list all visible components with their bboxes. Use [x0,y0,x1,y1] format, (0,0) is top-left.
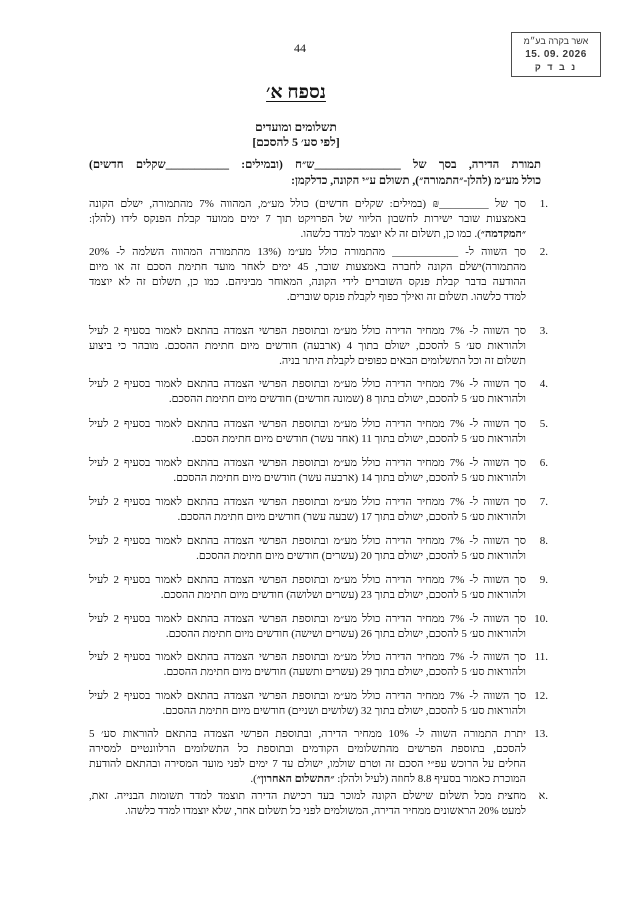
text-line: ולהוראות סע׳ 5 להסכם, ישולם בתוך 29 (עשרים ותשעה) חודשים מיום חתימת ההסכם. [163,666,526,678]
item-text [89,534,526,564]
item-number: 1. [539,198,548,210]
text-line: תמורת הדירה, בסך של _______________ש״ח (ובמילים: ___________שקלים חדשים) [89,159,541,171]
text-line: ולהוראות סע׳ 5 להסכם, ישולם בתוך 4 (ארבעה) חודשים מיום חתימת ההסכם. מובהר כי ביצוע [89,340,526,352]
text-line: להסכם, בתוספת הפרשים מהתשלומים הקודמים ובתוספת כל התשלומים הרלוונטיים למסירה [89,743,526,755]
item-number: 12. [534,690,548,702]
text-segment: ). כמו כן, תשלום זה לא יוצמד למדד כלשהו. [300,228,481,240]
text-segment: ). [250,773,257,785]
payment-item [89,612,548,642]
item-number: 10. [534,613,548,625]
item-text [89,197,526,242]
section-reference: [לפי סע׳ 5 להסכם] [252,135,340,149]
defined-term: ״המקדמה״ [480,228,526,240]
payment-item [89,495,548,525]
text-line: סך השווה ל- 7% ממחיר הדירה כולל מע״מ ובתוספת הפרשי הצמדה בהתאם לאמור בסעיף 2 לעיל [89,574,526,586]
text-line: סך השווה ל- 7% ממחיר הדירה כולל מע״מ ובתוספת הפרשי הצמדה בהתאם לאמור בסעיף 2 לעיל [89,325,526,337]
text-line: סך השווה ל- 7% ממחיר הדירה כולל מע״מ ובתוספת הפרשי הצמדה בהתאם לאמור בסעיף 2 לעיל [89,378,526,390]
item-number: 11. [534,651,548,663]
payment-item [89,417,548,447]
payment-item [89,573,548,603]
text-line: ההודעה בדבר קבלת פנקס השוברים לידי הקונה, המאוחר מביניהם. כמו כן, תשלום זה לא יוצמד [89,276,526,288]
payment-item [89,324,548,369]
text-line: למעט 20% הראשונים ממחיר הדירה, המשולמים לפני כל תשלום אחר, שלא יוצמדו למדד כלשהו. [125,805,526,817]
text-line: החלים על הרוכש עפ״י הסכם זה וטרם שולמו, ישולם עד 7 ימים לפני מועד המסירה ובהתאם להודעת [89,758,526,770]
stamp-label: נ ב ד ק [534,62,578,72]
text-line: ולהוראות סע׳ 5 להסכם, ישולם בתוך 20 (עשרים) חודשים מיום חתימת ההסכם. [196,550,526,562]
text-line: ולהוראות סע׳ 5 להסכם, ישולם בתוך 17 (שבעה עשר) חודשים מיום חתימת ההסכם. [177,511,526,523]
payment-item [89,727,548,787]
payment-item [89,650,548,680]
approval-stamp [511,32,601,77]
item-number: 8. [539,535,548,547]
intro-paragraph [89,157,541,189]
payment-item [89,456,548,486]
text-line: סך השווה ל- 7% ממחיר הדירה כולל מע״מ ובתוספת הפרשי הצמדה בהתאם לאמור בסעיף 2 לעיל [89,613,526,625]
text-line [89,227,526,242]
item-text [89,650,526,680]
item-text [89,417,526,447]
item-number: 3. [539,325,548,337]
text-line: ולהוראות סע׳ 5 להסכם, ישולם בתוך 11 (אחד עשר) חודשים מיום חתימת הסכם. [191,433,526,445]
item-text [89,245,526,305]
item-text [89,456,526,486]
item-text [89,689,526,719]
payment-item [89,197,548,242]
payment-item [89,377,548,407]
item-text [89,377,526,407]
item-number: 4. [539,378,548,390]
item-number: 9. [539,574,548,586]
stamp-date: 15. 09. 2026 [525,49,587,60]
text-line: תשלום זה וכל התשלומים הבאים כפופים לקבלת היתר בניה. [279,355,526,367]
text-line: מחצית מכל תשלום שישלם הקונה למוכר בעד רכישת הדירה תוצמד למדד תשומות הבנייה. זאת, [89,790,526,802]
item-text [89,573,526,603]
text-line: באמצעות שובר ישירות לחשבון הליווי של הפרויקט תוך 7 ימים ממועד קבלת הפנקס לידו (להלן: [89,213,526,225]
text-line: ולהוראות סע׳ 5 להסכם, ישולם בתוך 26 (עשרים ושישה) חודשים מיום חתימת ההסכם. [165,628,526,640]
item-text [89,495,526,525]
item-number: א. [538,790,548,802]
text-segment: המוכרת כאמור בסעיף 8.8 לחוזה (לעיל ולהלן: [334,773,526,785]
payment-item [89,689,548,719]
text-line: מהתמורה)ישלם הקונה לחברה באמצעות שובר, 45 ימים לאחר מועד חתימת הסכם זה או מיום [89,261,527,273]
item-number: 13. [534,728,548,740]
text-line [89,772,526,787]
text-line: סך השווה ל- 7% ממחיר הדירה כולל מע״מ ובתוספת הפרשי הצמדה בהתאם לאמור בסעיף 2 לעיל [89,496,526,508]
text-line: כולל מע״מ (להלן-״התמורה״), תשולם ע״י הקונה, כדלקמן: [291,175,541,187]
item-number: 5. [539,418,548,430]
appendix-title: נספח א׳ [266,82,326,103]
text-line: סך של _________₪ (במילים: שקלים חדשים) כולל מע״מ, המהווה 7% מהתמורה, ישלם הקונה [89,198,526,210]
text-line: סך השווה ל- 7% ממחיר הדירה כולל מע״מ ובתוספת הפרשי הצמדה בהתאם לאמור בסעיף 2 לעיל [89,457,526,469]
text-line: ולהוראות סע׳ 5 להסכם, ישולם בתוך 23 (עשרים ושלושה) חודשים מיום חתימת ההסכם. [160,589,526,601]
payment-item [89,245,548,305]
text-line: ולהוראות סע׳ 5 להסכם, ישולם בתוך 14 (ארבעה עשר) חודשים מיום חתימת ההסכם. [173,472,526,484]
appendix-subtitle: תשלומים ומועדים [255,120,337,134]
text-line: ולהוראות סע׳ 5 להסכם, ישולם בתוך 8 (שמונה חודשים) חודשים מיום חתימת ההסכם. [168,393,526,405]
text-line: סך השווה ל- 7% ממחיר הדירה כולל מע״מ ובתוספת הפרשי הצמדה בהתאם לאמור בסעיף 2 לעיל [89,690,526,702]
page-number: 44 [294,41,306,55]
item-number: 2. [539,246,548,258]
item-number: 7. [539,496,548,508]
defined-term: ״התשלום האחרון״ [256,773,335,785]
item-text [89,324,526,369]
item-number: 6. [539,457,548,469]
text-line: למדד כלשהו. תשלום זה ואילך כפוף לקבלת פנקס שוברים. [286,291,526,303]
item-text [89,727,526,787]
note-item [89,789,548,819]
stamp-company: אשר בקרה בע״מ [523,36,589,46]
text-line: סך השווה ל- 7% ממחיר הדירה כולל מע״מ ובתוספת הפרשי הצמדה בהתאם לאמור בסעיף 2 לעיל [89,651,526,663]
item-text [89,789,526,819]
text-line: ולהוראות סע׳ 5 להסכם, ישולם בתוך 32 (שלושים ושניים) חודשים מיום חתימת ההסכם. [162,705,526,717]
text-line: סך השווה ל- ____________ מהתמורה כולל מע״מ (13% מהתמורה המהווה השלמה ל- 20% [89,246,526,258]
payment-item [89,534,548,564]
text-line: יתרת התמורה השווה ל- 10% ממחיר הדירה, ובתוספת הפרשי הצמדה בהתאם להוראות סע׳ 5 [89,728,526,740]
text-line: סך השווה ל- 7% ממחיר הדירה כולל מע״מ ובתוספת הפרשי הצמדה בהתאם לאמור בסעיף 2 לעיל [89,418,526,430]
item-text [89,612,526,642]
text-line: סך השווה ל- 7% ממחיר הדירה כולל מע״מ ובתוספת הפרשי הצמדה בהתאם לאמור בסעיף 2 לעיל [89,535,526,547]
